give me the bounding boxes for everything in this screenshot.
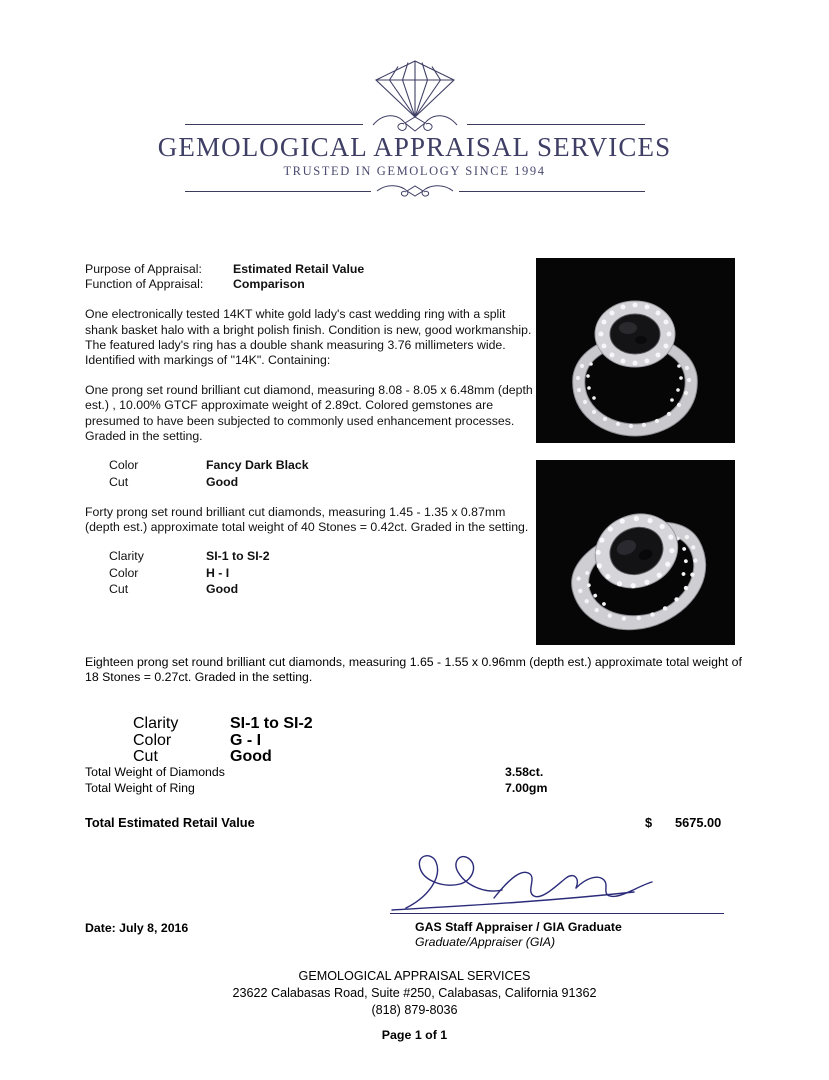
description-item-3: Eighteen prong set round brilliant cut diamonds, measuring 1.65 - 1.55 x 0.96mm (depth est.) approximate total weight of 18 Stones = 0.27ct. Graded in the setting.: [85, 655, 742, 685]
spec-value: Good: [206, 582, 239, 597]
ring-photo-bottom: [536, 460, 735, 645]
spec-key: Color: [109, 458, 139, 473]
purpose-value: Estimated Retail Value: [233, 262, 365, 276]
grand-total-row: [85, 815, 745, 830]
appraisal-body: [85, 262, 533, 598]
spec-key: Cut: [109, 474, 129, 489]
spec-key: Cut: [133, 748, 158, 765]
signature-labels: [415, 920, 745, 949]
appraisal-date: Date: July 8, 2016: [85, 921, 189, 935]
footer-phone: (818) 879-8036: [371, 1003, 458, 1017]
company-tagline: TRUSTED IN GEMOLOGY SINCE 1994: [283, 164, 546, 178]
appraiser-subtitle: Graduate/Appraiser (GIA): [415, 935, 556, 949]
header-rule-top: [185, 124, 645, 126]
total-row: [85, 780, 745, 796]
footer: [0, 968, 829, 1044]
totals-block: [85, 764, 745, 796]
spec-row: [109, 457, 533, 474]
company-name: GEMOLOGICAL APPRAISAL SERVICES: [157, 132, 672, 162]
spec-key: Color: [133, 731, 172, 749]
purpose-row: [85, 262, 533, 277]
ring-image-bottom: [536, 460, 735, 645]
description-main: One electronically tested 14KT white gold lady's cast wedding ring with a split shank basket halo with a bright polish finish. Condition is new, good workmanship. The featured lady's ring has a double shank measuring 3.76 millimeters wide. Identified with markings of "14K". Containing:: [85, 307, 532, 368]
spec-row: [109, 548, 533, 565]
appraiser-title: GAS Staff Appraiser / GIA Graduate: [415, 920, 622, 934]
spec-row: [109, 565, 533, 582]
purpose-label: Purpose of Appraisal:: [85, 262, 202, 276]
spec-table-2: [109, 548, 533, 598]
flourish-ornament-icon: [367, 111, 463, 137]
spec-table-1: [109, 457, 533, 490]
footer-address: 23622 Calabasas Road, Suite #250, Calabasas, California 91362: [232, 986, 597, 1000]
spec-key: Color: [109, 565, 139, 580]
grand-total-value: 5675.00: [675, 815, 722, 830]
spec-key: Clarity: [133, 715, 179, 732]
grand-total-label: Total Estimated Retail Value: [85, 815, 255, 830]
function-value: Comparison: [233, 277, 305, 292]
spec-table-3: [133, 716, 313, 766]
spec-row: [133, 733, 313, 750]
flourish-ornament-small-icon: [373, 183, 457, 199]
function-label: Function of Appraisal:: [85, 277, 204, 292]
spec-key: Cut: [109, 582, 129, 597]
description-item-1: One prong set round brilliant cut diamond, measuring 8.08 - 8.05 x 6.48mm (depth est.) , 10.00% GTCF approximate weight of 2.89ct. Colored gemstones are presumed to have been subjected to commonly used enhancement processes. Graded in the setting.: [85, 383, 533, 443]
spec-row: [133, 716, 313, 733]
description-item-2: Forty prong set round brilliant cut diamonds, measuring 1.45 - 1.35 x 0.87mm (depth est.) approximate total weight of 40 Stones = 0.42ct. Graded in the setting.: [85, 505, 529, 535]
header-rule-bottom: [185, 185, 645, 199]
ring-photo-top: [536, 258, 735, 443]
spec-key: Clarity: [109, 549, 144, 564]
spec-value: H - I: [206, 565, 230, 580]
total-label: Total Weight of Ring: [85, 781, 195, 795]
spec-value: Good: [230, 748, 272, 765]
spec-value: SI-1 to SI-2: [206, 549, 270, 564]
total-label: Total Weight of Diamonds: [85, 765, 225, 779]
total-value: 3.58ct.: [505, 765, 544, 779]
spec-value: G - I: [230, 731, 262, 749]
spec-row: [109, 474, 533, 491]
spec-value: Fancy Dark Black: [206, 458, 309, 473]
function-row: [85, 277, 533, 292]
signature-mark: [390, 848, 750, 918]
total-value: 7.00gm: [505, 781, 548, 795]
handwritten-signature-icon: [390, 848, 750, 918]
letterhead: [0, 58, 829, 199]
page-number: Page 1 of 1: [381, 1028, 448, 1042]
ring-image-top: [536, 258, 735, 443]
total-row: [85, 764, 745, 780]
footer-company: GEMOLOGICAL APPRAISAL SERVICES: [298, 969, 531, 983]
signature-line: [390, 913, 724, 914]
spec-value: SI-1 to SI-2: [230, 715, 313, 732]
grand-total-currency: $: [645, 815, 653, 830]
spec-value: Good: [206, 474, 239, 489]
spec-row: [109, 581, 533, 598]
